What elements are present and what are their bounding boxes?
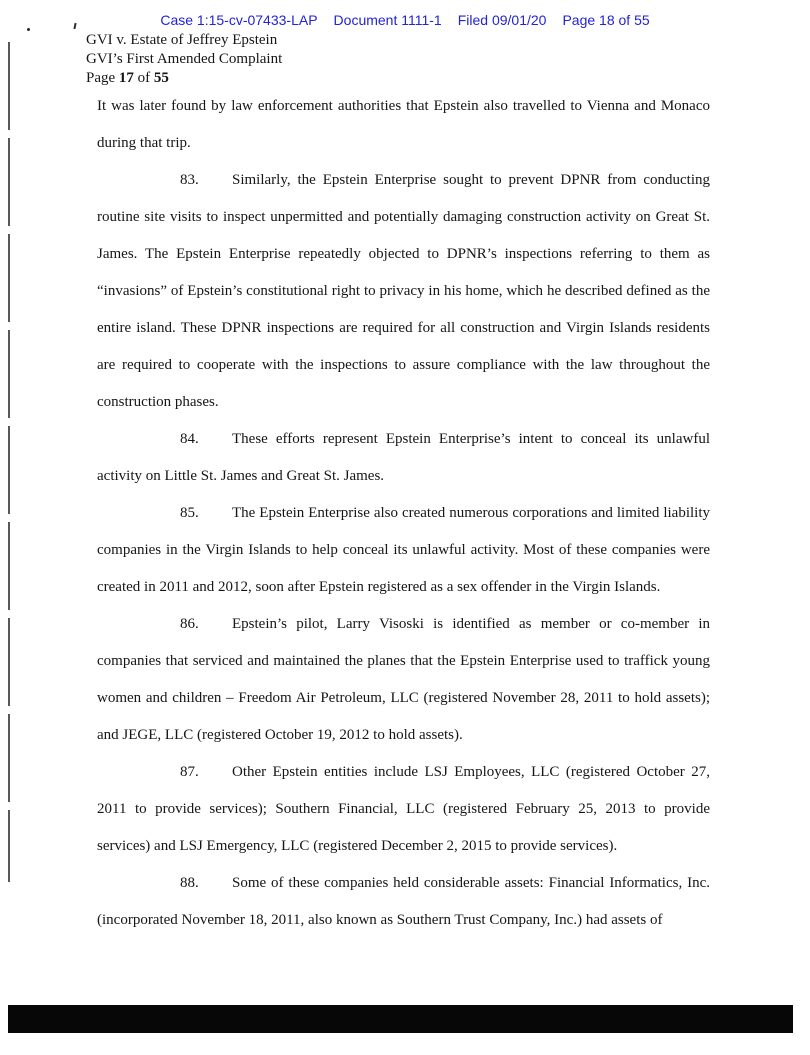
paragraph-text: These efforts represent Epstein Enterprise’s intent to conceal its unlawful activity on Little St. James and Great St. James.	[97, 431, 710, 484]
paragraph-83	[97, 162, 710, 421]
page-total: 55	[153, 70, 169, 86]
paragraph-text: Similarly, the Epstein Enterprise sought to prevent DPNR from conducting routine site visits to inspect unpermitted and potentially damaging construction activity on Great St. James. The Epstein Enterprise repeatedly objected to DPNR’s inspections referring to them as “invasions” of Epstein’s constitutional right to privacy in his home, which he described defined as the entire island. These DPNR inspections are required for all construction and Virgin Islands residents are required to cooperate with the inspections to assure compliance with the law throughout the construction phases.	[97, 172, 710, 410]
paragraph-86	[97, 606, 710, 754]
page-number: 17	[118, 70, 134, 86]
scan-artifact-bottom-bar	[8, 1005, 793, 1033]
document-body	[97, 88, 710, 939]
paragraph-87	[97, 754, 710, 865]
paragraph-number: 87.	[180, 764, 199, 780]
page-indicator	[86, 69, 282, 88]
case-caption: GVI v. Estate of Jeffrey Epstein	[86, 32, 278, 48]
page-word: Page	[86, 70, 119, 86]
paragraph-84	[97, 421, 710, 495]
scan-artifact-left-line	[8, 42, 10, 882]
paragraph-number: 83.	[180, 172, 199, 188]
paragraph-number: 86.	[180, 616, 199, 632]
paragraph-85	[97, 495, 710, 606]
stamp-document-number: Document 1111-1	[333, 12, 442, 28]
scan-speck-dot	[27, 28, 30, 31]
document-title: GVI’s First Amended Complaint	[86, 51, 283, 67]
of-word: of	[133, 70, 154, 86]
paragraph-number: 85.	[180, 505, 199, 521]
stamp-filed-date: Filed 09/01/20	[457, 12, 547, 28]
paragraph-text: Some of these companies held considerable assets: Financial Informatics, Inc. (incorporated November 18, 2011, also known as Southern Trust Company, Inc.) had assets of	[97, 875, 710, 928]
paragraph-text: Other Epstein entities include LSJ Employees, LLC (registered October 27, 2011 to provide services); Southern Financial, LLC (registered February 25, 2013 to provide services) and LSJ Emergency, LLC (registered December 2, 2015 to provide services).	[97, 764, 710, 854]
paragraph-number: 88.	[180, 875, 199, 891]
paragraph-88	[97, 865, 710, 939]
ecf-stamp	[0, 12, 810, 28]
paragraph-text: Epstein’s pilot, Larry Visoski is identified as member or co-member in companies that serviced and maintained the planes that the Epstein Enterprise used to traffick young women and children – Freedom Air Petroleum, LLC (registered November 28, 2011 to hold assets); and JEGE, LLC (registered October 19, 2012 to hold assets).	[97, 616, 710, 743]
stamp-page-indicator: Page 18 of 55	[562, 12, 650, 28]
document-header	[86, 31, 282, 88]
stamp-case-number: Case 1:15-cv-07433-LAP	[160, 12, 318, 28]
paragraph-number: 84.	[180, 431, 199, 447]
paragraph-text: The Epstein Enterprise also created numerous corporations and limited liability companies in the Virgin Islands to help conceal its unlawful activity. Most of these companies were created in 2011 and 2012, soon after Epstein registered as a sex offender in the Virgin Islands.	[97, 505, 710, 595]
paragraph-continuation: It was later found by law enforcement authorities that Epstein also travelled to Vienna and Monaco during that trip.	[97, 98, 710, 151]
